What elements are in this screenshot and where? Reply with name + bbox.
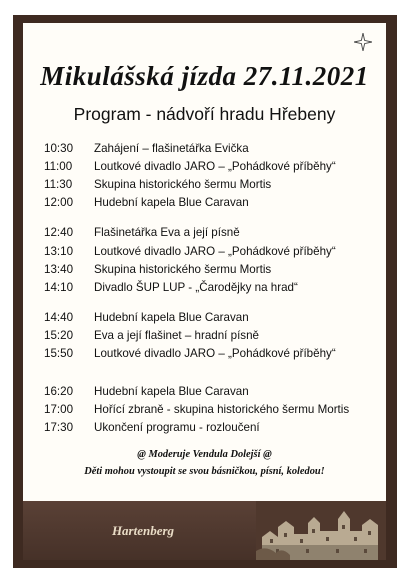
schedule-row [44, 400, 374, 418]
activity-label: Hudební kapela Blue Caravan [94, 196, 249, 210]
poster-paper [23, 23, 386, 501]
time-label: 11:00 [44, 159, 73, 173]
schedule-row [44, 139, 374, 157]
time-label: 15:50 [44, 347, 74, 361]
page-title: Mikulášská jízda 27.11.2021 [40, 61, 369, 91]
activity-label: Skupina historického šermu Mortis [94, 262, 272, 276]
schedule-row [44, 382, 374, 400]
activity-label: Hudební kapela Blue Caravan [94, 384, 249, 398]
schedule-row [44, 345, 374, 363]
schedule-row [44, 278, 374, 296]
activity-label: Loutkové divadlo JARO – „Pohádkové příběhy“ [94, 159, 336, 173]
bottom-banner [23, 501, 386, 560]
page-subtitle: Program - nádvoří hradu Hřebeny [73, 104, 336, 124]
time-label: 11:30 [44, 177, 73, 191]
schedule-block-4 [44, 382, 374, 437]
activity-label: Zahájení – flašinetářka Evička [94, 141, 249, 155]
activity-label: Hudební kapela Blue Caravan [94, 311, 249, 325]
time-label: 10:30 [44, 141, 74, 155]
schedule-row [44, 224, 374, 242]
schedule-row [44, 242, 374, 260]
activity-label: Loutkové divadlo JARO – „Pohádkové příběhy“ [94, 347, 336, 361]
castle-illustration [256, 501, 386, 560]
four-point-star-icon [354, 33, 372, 51]
time-label: 17:30 [44, 421, 74, 435]
schedule-row [44, 418, 374, 436]
activity-label: Loutkové divadlo JARO – „Pohádkové příběhy“ [94, 244, 336, 258]
schedule-row [44, 309, 374, 327]
schedule-block-2 [44, 224, 374, 297]
hartenberg-logo: Hartenberg [111, 523, 175, 538]
poster-frame [13, 15, 397, 568]
activity-label: Flašinetářka Eva a její písně [94, 226, 240, 240]
time-label: 15:20 [44, 329, 74, 343]
time-label: 17:00 [44, 402, 74, 416]
time-label: 16:20 [44, 384, 74, 398]
time-label: 13:10 [44, 244, 74, 258]
schedule-row [44, 260, 374, 278]
schedule-row [44, 194, 374, 212]
schedule-block-1 [44, 139, 374, 212]
time-label: 12:40 [44, 226, 74, 240]
time-label: 14:10 [44, 280, 74, 294]
program-schedule [44, 139, 374, 449]
moderator-line: @ Moderuje Vendula Dolejší @ [137, 449, 272, 460]
activity-label: Eva a její flašinet – hradní písně [94, 329, 259, 343]
activity-label: Ukončení programu - rozloučení [94, 421, 260, 435]
schedule-row [44, 175, 374, 193]
time-label: 14:40 [44, 311, 74, 325]
activity-label: Skupina historického šermu Mortis [94, 177, 272, 191]
time-label: 12:00 [44, 196, 74, 210]
activity-label: Hořící zbraně - skupina historického šermu Mortis [94, 402, 350, 416]
schedule-row [44, 157, 374, 175]
activity-label: Divadlo ŠUP LUP - „Čarodějky na hrad“ [94, 280, 298, 294]
schedule-block-3 [44, 309, 374, 364]
children-note: Děti mohou vystoupit se svou básničkou, písní, koledou! [84, 466, 325, 477]
time-label: 13:40 [44, 262, 74, 276]
footer-notes [23, 446, 386, 480]
schedule-row [44, 327, 374, 345]
